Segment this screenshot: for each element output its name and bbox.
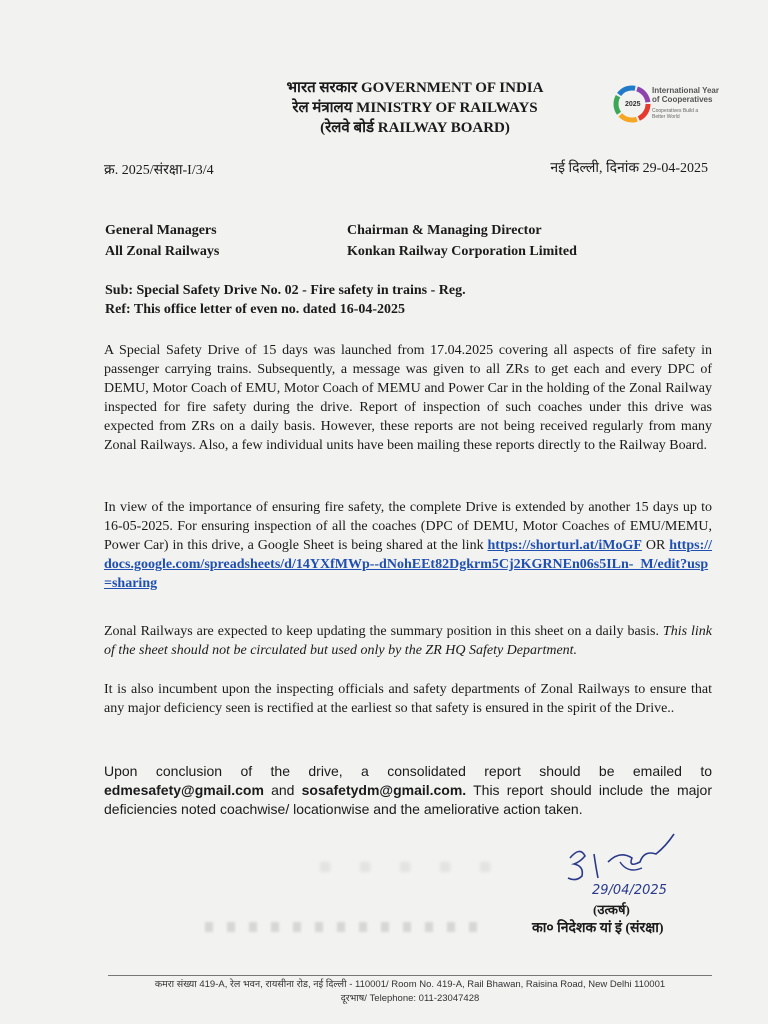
paragraph-3	[104, 622, 712, 660]
paragraph-4: It is also incumbent upon the inspecting officials and safety departments of Zonal Railways to ensure that any major deficiency seen is rectified at the earliest so that safety is ensured in the spirit of the Drive..	[104, 682, 712, 716]
addressee-left-line: General Managers	[105, 223, 217, 238]
email-sosafetydm[interactable]: sosafetydm@gmail.com.	[301, 782, 467, 798]
paragraph-3-text: Zonal Railways are expected to keep updating the summary position in this sheet on a daily basis.	[104, 624, 663, 639]
addressee-left	[105, 220, 219, 262]
signatory-name: (उत्कर्ष)	[593, 902, 630, 917]
short-url-link[interactable]: https://shorturl.at/iMoGF	[487, 538, 642, 553]
signatory-designation: का० निदेशक यां इं (संरक्षा)	[532, 921, 664, 936]
footer	[108, 978, 712, 1006]
footer-divider	[108, 975, 712, 976]
paragraph-1: A Special Safety Drive of 15 days was launched from 17.04.2025 covering all aspects of fire safety in passenger carrying trains. Subsequently, a message was given to all ZRs to get each and every DPC of DEMU, Motor Coach of EMU, Motor Coach of MEMU and Power Car in the holding of the Zonal Railway inspected for fire safety during the drive. Report of inspection of such coaches under this drive was expected from ZRs on a daily basis. However, these reports are not being received regularly from many Zonal Railways. Also, a few individual units have been mailing these reports directly to the Railway Board.	[104, 343, 712, 453]
reference-line: Ref: This office letter of even no. dated 16-04-2025	[105, 302, 406, 317]
paragraph-5-text-b: This report should include the major deficiencies noted coachwise/ locationwise and the ameliorative action taken.	[104, 782, 712, 817]
footer-address: कमरा संख्या 419-A, रेल भवन, रायसीना रोड, नई दिल्ली - 110001/ Room No. 419-A, Rail Bhawan, Raisina Road, New Delhi 110001	[154, 979, 666, 990]
addressee-right-line: Chairman & Managing Director	[347, 223, 542, 238]
addressee-left-line: All Zonal Railways	[105, 244, 220, 259]
letterhead-line-1: भारत सरकार GOVERNMENT OF INDIA	[286, 80, 544, 96]
logo-title: International Year of Cooperatives	[652, 86, 719, 104]
addressee-right	[347, 220, 577, 262]
reference-number: क्र. 2025/संरक्षा-I/3/4	[104, 163, 214, 178]
logo-tagline: Cooperatives Build a Better World	[652, 108, 699, 120]
google-sheet-link[interactable]: https://docs.google.com/spreadsheets/d/14YXfMWp--dNohEEt82Dgkrm5Cj2KGRNEn06s5ILn-_M/edit?usp=sharing	[104, 538, 713, 591]
addressee-right-line: Konkan Railway Corporation Limited	[347, 244, 577, 259]
letterhead	[250, 78, 580, 138]
letter-date: नई दिल्ली, दिनांक 29-04-2025	[550, 161, 708, 176]
footer-phone: दूरभाष/ Telephone: 011-23047428	[340, 993, 480, 1004]
and-text: and	[263, 782, 302, 798]
letterhead-line-3: (रेलवे बोर्ड RAILWAY BOARD)	[320, 120, 510, 136]
logo-year: 2025	[625, 101, 641, 108]
email-edmesafety[interactable]: edmesafety@gmail.com	[104, 782, 264, 798]
subject-line: Sub: Special Safety Drive No. 02 - Fire safety in trains - Reg.	[105, 283, 466, 298]
signature	[560, 828, 720, 898]
faded-text-left	[205, 922, 485, 932]
cooperatives-logo	[612, 84, 722, 134]
subject-block	[105, 281, 466, 319]
paragraph-3-italic: This link of the sheet should not be circulated but used only by the ZR HQ Safety Department.	[104, 624, 712, 658]
or-text: OR	[641, 538, 666, 553]
faded-stamp-text	[320, 862, 500, 872]
handwritten-signature	[560, 828, 720, 898]
paragraph-5-text-a: Upon conclusion of the drive, a consolidated report should be emailed to	[104, 763, 712, 779]
letterhead-line-2: रेल मंत्रालय MINISTRY OF RAILWAYS	[292, 100, 538, 116]
paragraph-2	[104, 498, 712, 593]
paragraph-2-text: In view of the importance of ensuring fire safety, the complete Drive is extended by another 15 days up to 16-05-2025. For ensuring inspection of all the coaches (DPC of DEMU, Motor Coaches of EMU/MEMU, Power Car) in this drive, a Google Sheet is being shared at the link	[104, 500, 712, 553]
signature-date: 29/04/2025	[592, 883, 667, 898]
paragraph-5	[104, 762, 712, 819]
